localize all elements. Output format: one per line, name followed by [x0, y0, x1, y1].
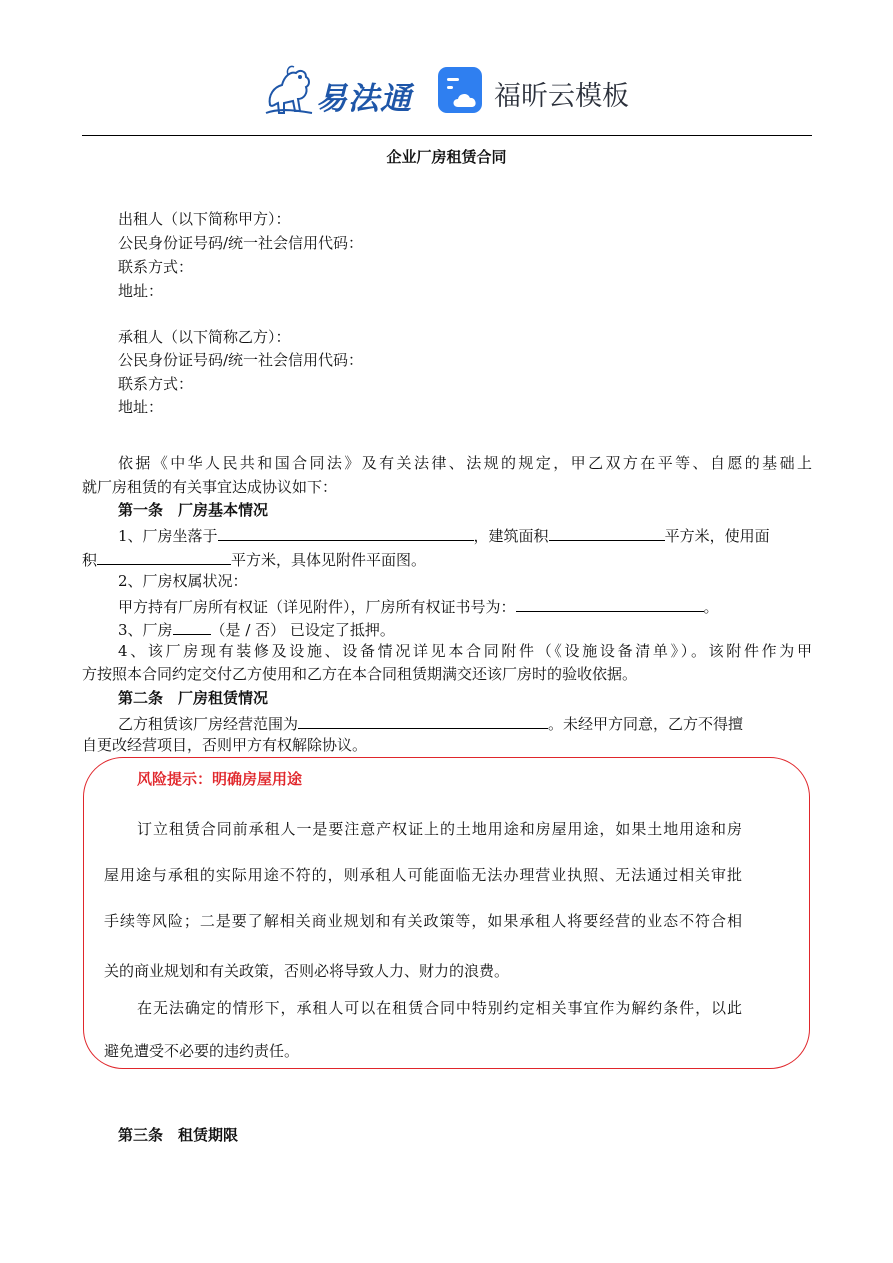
article1-item2: 2、厂房权属状况：	[118, 572, 248, 590]
article1-item1-cont	[82, 549, 426, 569]
risk-title: 风险提示：明确房屋用途	[137, 770, 303, 788]
yifatong-logo	[262, 61, 412, 119]
item2-detail-label: 甲方持有厂房所有权证（详见附件），厂房所有权证书号为：	[118, 598, 516, 616]
preamble-line1: 依据《中华人民共和国合同法》及有关法律、法规的规定，甲乙双方在平等、自愿的基础上	[118, 454, 812, 472]
risk-p1-line2: 屋用途与承租的实际用途不符的，则承租人可能面临无法办理营业执照、无法通过相关审批	[104, 866, 742, 884]
certificate-number-blank[interactable]	[516, 596, 704, 612]
location-blank[interactable]	[218, 525, 474, 541]
lessee-title: 承租人（以下简称乙方）：	[118, 328, 291, 346]
lessor-title: 出租人（以下简称甲方）：	[118, 210, 291, 228]
article1-item4-line2: 方按照本合同约定交付乙方使用和乙方在本合同租赁期满交还该厂房时的验收依据。	[82, 665, 638, 683]
article2-line2: 自更改经营项目，否则甲方有权解除协议。	[82, 736, 368, 754]
document-title: 企业厂房租赁合同	[386, 148, 507, 166]
article2-heading: 第二条 厂房租赁情况	[118, 689, 269, 707]
lessee-contact: 联系方式：	[118, 375, 194, 393]
risk-p2-line1: 在无法确定的情形下，承租人可以在租赁合同中特别约定相关事宜作为解约条件，以此	[137, 999, 742, 1017]
article1-item1	[118, 525, 770, 545]
article2-scope-tail: 。未经甲方同意，乙方不得擅	[548, 715, 744, 733]
logo1-text: 易法通	[316, 81, 412, 117]
article1-item2-detail	[118, 596, 719, 616]
mortgage-blank[interactable]	[173, 619, 211, 635]
item1-cont-label: 积	[82, 551, 98, 569]
item1-cont-tail: 平方米，具体见附件平面图。	[231, 551, 427, 569]
lessor-contact: 联系方式：	[118, 258, 194, 276]
article2-scope-label: 乙方租赁该厂房经营范围为	[118, 715, 299, 733]
qilin-icon	[262, 61, 318, 119]
article1-item4-line1: 4、该厂房现有装修及设施、设备情况详见本合同附件（《设施设备清单》）。该附件作为甲	[118, 642, 812, 660]
logo2-text: 福昕云模板	[494, 81, 629, 112]
usable-area-blank[interactable]	[97, 549, 231, 565]
item2-detail-tail: 。	[703, 598, 719, 616]
risk-p1-line4: 关的商业规划和有关政策，否则必将导致人力、财力的浪费。	[104, 962, 510, 980]
lessor-id: 公民身份证号码/统一社会信用代码：	[118, 234, 364, 252]
item1-area-label: ，建筑面积	[473, 527, 549, 545]
building-area-blank[interactable]	[549, 525, 665, 541]
item1-usable-label: 平方米，使用面	[664, 527, 770, 545]
lessor-address: 地址：	[118, 282, 164, 300]
article3-heading: 第三条 租赁期限	[118, 1126, 239, 1144]
header-divider	[82, 135, 812, 136]
item3-tail: （是 / 否） 已设定了抵押。	[210, 621, 395, 639]
lessee-id: 公民身份证号码/统一社会信用代码：	[118, 351, 364, 369]
risk-p2-line2: 避免遭受不必要的违约责任。	[104, 1042, 300, 1060]
item3-label: 3、厂房	[118, 621, 173, 639]
business-scope-blank[interactable]	[298, 713, 548, 729]
foxit-template-logo	[436, 65, 636, 117]
risk-p1-line1: 订立租赁合同前承租人一是要注意产权证上的土地用途和房屋用途，如果土地用途和房	[137, 820, 742, 838]
risk-p1-line3: 手续等风险；二是要了解相关商业规划和有关政策等，如果承租人将要经营的业态不符合相	[104, 912, 742, 930]
item1-location-label: 1、厂房坐落于	[118, 527, 218, 545]
foxit-cloud-icon	[436, 65, 486, 117]
article1-heading: 第一条 厂房基本情况	[118, 501, 269, 519]
page-header	[0, 55, 893, 125]
preamble-line2: 就厂房租赁的有关事宜达成协议如下：	[82, 478, 338, 496]
lessee-address: 地址：	[118, 398, 164, 416]
article1-item3	[118, 619, 395, 639]
article2-line1	[118, 713, 743, 733]
